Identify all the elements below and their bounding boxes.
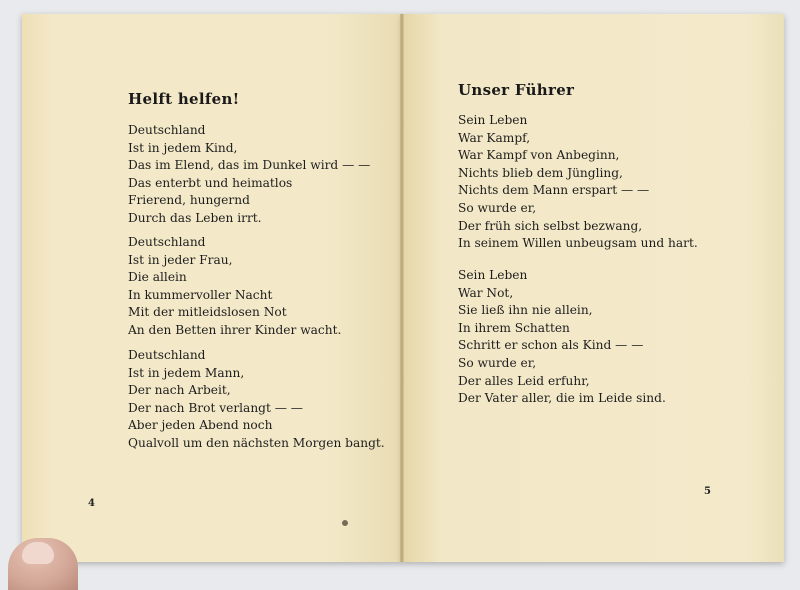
- left-stanza-1: [128, 122, 370, 228]
- left-stanza-2: [128, 234, 341, 340]
- verse-line: In seinem Willen unbeugsam und hart.: [458, 236, 698, 251]
- verse-line: Die allein: [128, 270, 187, 285]
- verse-line: An den Betten ihrer Kinder wacht.: [128, 322, 342, 337]
- verse-line: Deutschland: [128, 123, 206, 137]
- verse-line: Deutschland: [128, 348, 206, 362]
- verse-line: Deutschland: [128, 235, 206, 249]
- verse-line: Nichts dem Mann erspart — —: [458, 183, 650, 198]
- verse-line: Das im Elend, das im Dunkel wird — —: [128, 158, 371, 173]
- left-stanza-3: [128, 347, 385, 453]
- verse-line: Aber jeden Abend noch: [128, 418, 273, 433]
- verse-line: Nichts blieb dem Jüngling,: [458, 165, 623, 180]
- verse-line: Sein Leben: [458, 113, 528, 127]
- verse-line: Schritt er schon als Kind — —: [458, 338, 644, 353]
- page-number-left: 4: [88, 498, 95, 509]
- left-page: [22, 14, 402, 562]
- verse-line: Ist in jedem Mann,: [128, 365, 245, 380]
- verse-line: Der früh sich selbst bezwang,: [458, 218, 643, 233]
- verse-line: Mit der mitleidslosen Not: [128, 305, 287, 320]
- right-stanza-1: [458, 112, 698, 253]
- book-spine: [400, 14, 404, 562]
- verse-line: Sie ließ ihn nie allein,: [458, 303, 593, 318]
- page-number-right: 5: [704, 486, 711, 497]
- verse-line: Der nach Arbeit,: [128, 383, 231, 398]
- right-page-title: Unser Führer: [458, 81, 575, 99]
- right-page: [402, 14, 784, 562]
- left-page-title: Helft helfen!: [128, 90, 240, 108]
- verse-line: In ihrem Schatten: [458, 320, 570, 335]
- verse-line: Durch das Leben irrt.: [128, 210, 262, 225]
- verse-line: So wurde er,: [458, 200, 537, 215]
- verse-line: Das enterbt und heimatlos: [128, 175, 293, 190]
- verse-line: War Not,: [458, 285, 514, 300]
- paper-spot: [342, 520, 348, 526]
- verse-line: Der alles Leid erfuhr,: [458, 373, 590, 388]
- verse-line: Der Vater aller, die im Leide sind.: [458, 391, 666, 406]
- verse-line: Der nach Brot verlangt — —: [128, 400, 303, 415]
- verse-line: Ist in jedem Kind,: [128, 140, 238, 155]
- thumbnail-nail: [22, 542, 54, 564]
- verse-line: Qualvoll um den nächsten Morgen bangt.: [128, 435, 385, 450]
- verse-line: War Kampf von Anbeginn,: [458, 148, 620, 163]
- open-booklet: [18, 14, 788, 574]
- verse-line: War Kampf,: [458, 130, 531, 145]
- verse-line: Ist in jeder Frau,: [128, 252, 233, 267]
- verse-line: In kummervoller Nacht: [128, 287, 273, 302]
- right-stanza-2: [458, 267, 666, 408]
- verse-line: So wurde er,: [458, 355, 537, 370]
- verse-line: Frierend, hungernd: [128, 193, 250, 208]
- verse-line: Sein Leben: [458, 268, 528, 282]
